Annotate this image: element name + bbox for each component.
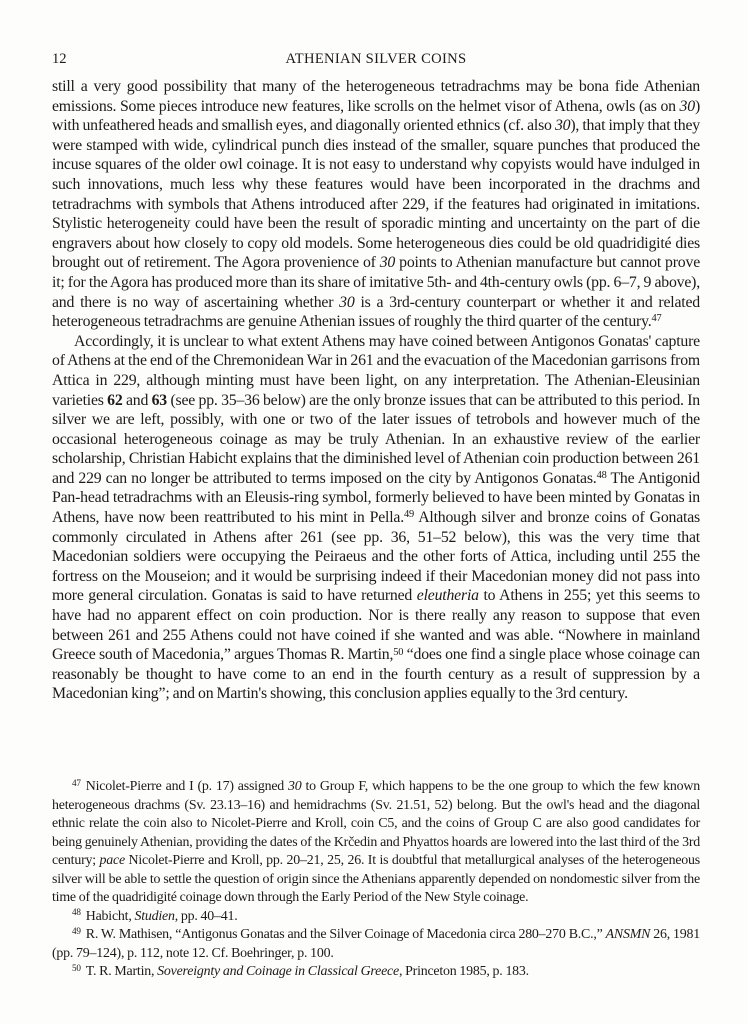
footnote-48	[52, 908, 700, 927]
running-head: ATHENIAN SILVER COINS	[285, 51, 467, 67]
footnote-text-47: Nicolet-Pierre and I (p. 17) assigned 30 to Group F, which happens to be the one group to which the few known heterogeneous drachms (Sv. 23.13–16) and hemidrachms (Sv. 21.51, 52) belong. But the owl's head and the diagonal ethnic relate the coin also to Nicolet-Pierre and Kroll, coin C5, and the coins of Group C are also good candidates for being genuinely Athenian, providing the dates of the Krčedin and Phyattos hoards are lowered into the last third of the 3rd century; pace Nicolet-Pierre and Kroll, pp. 20–21, 25, 26. It is doubtful that metallurgical analyses of the heterogeneous silver will be able to settle the question of origin since the Athenians apparently depended on nondomestic silver from the time of the quadridigité coinage down through the Early Period of the New Style coinage.	[52, 779, 700, 905]
footnote-marker-48: 48	[72, 907, 81, 918]
page-number: 12	[52, 51, 67, 67]
footnote-text-50: T. R. Martin, Sovereignty and Coinage in Classical Greece, Princeton 1985, p. 183.	[85, 964, 529, 979]
body-text	[52, 77, 700, 704]
paragraph-2: Accordingly, it is unclear to what extent Athens may have coined between Antigonos Gonatas' capture of Athens at the end of the Chremonidean War in 261 and the evacuation of the Macedonian garrisons from Attica in 229, although minting must have been light, on any interpretation. The Athenian-Eleusinian varieties 62 and 63 (see pp. 35–36 below) are the only bronze issues that can be attributed to this period. In silver we are left, possibly, with one or two of the later issues of tetrobols and however much of the occasional heterogeneous coinage as may be truly Athenian. In an exhaustive review of the earlier scholarship, Christian Habicht explains that the diminished level of Athenian coin production between 261 and 229 can no longer be attributed to terms imposed on the city by Antigonos Gonatas.$^{48}$ The Antigonid Pan-head tetradrachms with an Eleusis-ring symbol, formerly believed to have been minted by Gonatas in Athens, have now been reattributed to his mint in Pella.$^{49}$ Although silver and bronze coins of Gonatas commonly circulated in Athens after 261 (see pp. 36, 51–52 below), this was the very time that Macedonian soldiers were occupying the Peiraeus and the other forts of Attica, including until 255 the fortress on the Mouseion; and it would be surprising indeed if their Macedonian money did not pass into more general circulation. Gonatas is said to have returned eleutheria to Athens in 255; yet this seems to have had no apparent effect on coin production. Nor is there really any reason to suppose that even between 261 and 255 Athens could not have coined if she wanted and was able. “Nowhere in mainland Greece south of Macedonia,” argues Thomas R. Martin,$^{50}$ “does one find a single place whose coinage can reasonably be thought to have come to an end in the fourth century as a result of suppression by a Macedonian king”; and on Martin's showing, this conclusion applies equally to the 3rd century.	[52, 332, 700, 703]
footnote-text-49: R. W. Mathisen, “Antigonus Gonatas and the Silver Coinage of Macedonia circa 280–270 B.C.,” ANSMN 26, 1981 (pp. 79–124), p. 112, note 12. Cf. Boehringer, p. 100.	[52, 927, 700, 961]
footnote-text-48: Habicht, Studien, pp. 40–41.	[85, 908, 238, 924]
footnotes-section	[52, 778, 700, 982]
footnote-47	[52, 778, 700, 908]
page-header	[52, 51, 700, 69]
footnote-marker-47: 47	[72, 777, 81, 788]
footnote-marker-50: 50	[72, 962, 81, 973]
footnote-49	[52, 926, 700, 963]
paragraph-1: still a very good possibility that many of the heterogeneous tetradrachms may be bona fide Athenian emissions. Some pieces introduce new features, like scrolls on the helmet visor of Athena, owls (as on 30) with unfeathered heads and smallish eyes, and diagonally oriented ethnics (cf. also 30), that imply that they were stamped with wide, cylindrical punch dies instead of the smaller, square punches that produced the incuse squares of the older owl coinage. It is not easy to understand why copyists would have indulged in such innovations, much less why these features would have been incorporated in the drachms and tetradrachms with symbols that Athens introduced after 229, if the features had originated in imitations. Stylistic heterogeneity could have been the result of sporadic minting and uncertainty on the part of die engravers about how closely to copy old models. Some heterogeneous dies could be old quadridigité dies brought out of retirement. The Agora provenience of 30 points to Athenian manufacture but cannot prove it; for the Agora has produced more than its share of imitative 5th- and 4th-century owls (pp. 6–7, 9 above), and there is no way of ascertaining whether 30 is a 3rd-century counterpart or whether it and related heterogeneous tetradrachms are genuine Athenian issues of roughly the third quarter of the century.$^{47}$	[52, 78, 701, 331]
footnote-marker-49: 49	[72, 925, 81, 936]
footnote-50	[52, 963, 700, 982]
